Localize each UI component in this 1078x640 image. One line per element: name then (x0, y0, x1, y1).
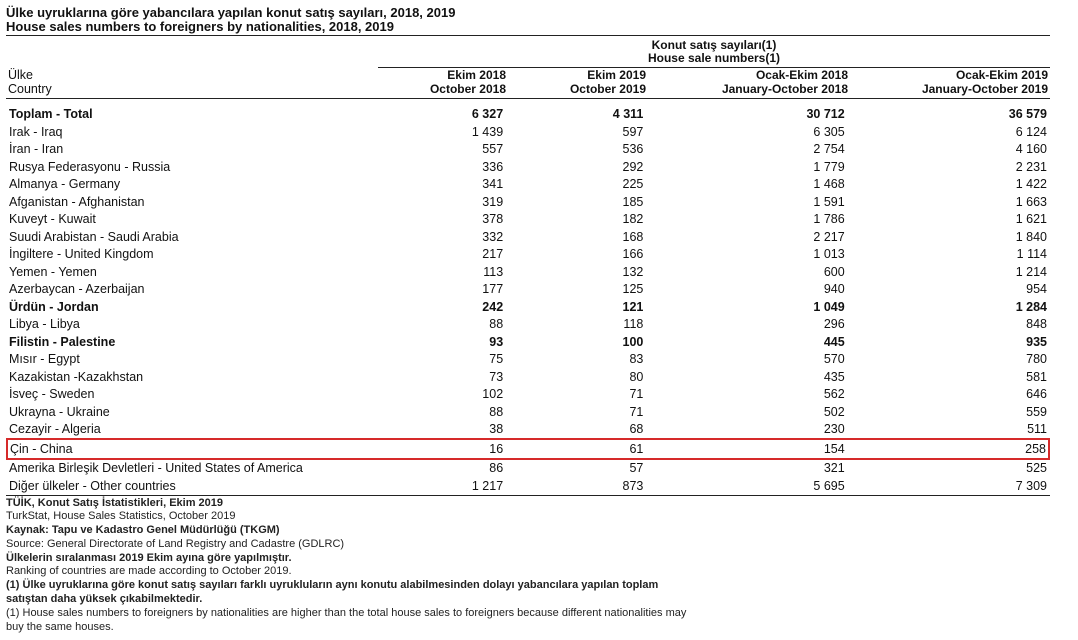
value-cell: 1 049 (813, 299, 845, 314)
country-cell: Almanya - Germany (9, 177, 121, 192)
column-header-oct-2018 (430, 68, 506, 96)
table-row (7, 228, 1049, 246)
title-turkish: Ülke uyruklarına göre yabancılara yapılan konut satış sayıları, 2018, 2019 (6, 5, 456, 20)
group-header-english: House sale numbers(1) (647, 51, 781, 65)
value-cell: 217 (482, 247, 504, 262)
value-cell: 525 (1026, 461, 1047, 476)
country-cell: Suudi Arabistan - Saudi Arabia (9, 229, 179, 244)
value-cell: 321 (823, 461, 845, 476)
value-cell: 88 (489, 404, 504, 419)
value-cell: 154 (645, 439, 846, 459)
country-cell: Afganistan - Afghanistan (9, 194, 145, 209)
country-header-turkish: Ülke (8, 68, 34, 82)
house-sales-table (6, 104, 1050, 495)
column-header-tr: Ocak-Ekim 2018 (755, 68, 848, 82)
value-cell: 6 305 (813, 124, 845, 139)
table-row (7, 263, 1049, 281)
column-header-tr: Ocak-Ekim 2019 (955, 68, 1048, 82)
table-body (7, 104, 1049, 495)
value-cell: 873 (622, 478, 644, 493)
table-row (7, 141, 1049, 159)
table-row (7, 368, 1049, 386)
value-cell: 559 (1026, 404, 1047, 419)
value-cell: 296 (823, 317, 845, 332)
country-cell: Toplam - Total (9, 106, 93, 121)
column-header-tr: Ekim 2019 (587, 68, 646, 82)
column-header-en: January-October 2018 (721, 82, 848, 96)
value-cell: 61 (505, 439, 645, 459)
value-cell: 177 (482, 282, 504, 297)
value-cell: 1 663 (1015, 194, 1047, 209)
value-cell: 2 217 (813, 229, 845, 244)
country-cell: Yemen - Yemen (9, 264, 97, 279)
value-cell: 83 (629, 352, 644, 367)
country-cell: Kuveyt - Kuwait (9, 212, 96, 227)
value-cell: 536 (622, 142, 644, 157)
value-cell: 319 (482, 194, 504, 209)
value-cell: 1 114 (1016, 247, 1047, 262)
footnotes (6, 497, 1050, 635)
country-cell: Rusya Federasyonu - Russia (9, 159, 171, 174)
column-header-en: October 2019 (569, 82, 646, 96)
value-cell: 5 695 (813, 478, 845, 493)
column-header-tr: Ekim 2018 (447, 68, 506, 82)
value-cell: 71 (629, 404, 644, 419)
value-cell: 4 160 (1015, 142, 1047, 157)
footnote-line: Source: General Directorate of Land Registry and Cadastre (GDLRC) (6, 537, 345, 550)
country-header-english: Country (8, 82, 52, 96)
table-row (7, 333, 1049, 351)
country-cell: İsveç - Sweden (9, 387, 95, 402)
column-group-header (378, 39, 1050, 65)
value-cell: 125 (622, 282, 644, 297)
table-row-highlighted (7, 439, 1049, 459)
footnote-line: (1) Ülke uyruklarına göre konut satış sayıları farklı uyrukluların aynı konutu alabilmesinden dolayı yabancılara yapılan toplam (6, 579, 659, 592)
table-row (7, 193, 1049, 211)
value-cell: 332 (482, 229, 504, 244)
value-cell: 185 (622, 194, 644, 209)
table-row (7, 459, 1049, 478)
value-cell: 71 (629, 387, 644, 402)
value-cell: 4 311 (612, 106, 644, 121)
footnote-line: buy the same houses. (6, 620, 114, 633)
country-cell: Diğer ülkeler - Other countries (9, 478, 176, 493)
value-cell: 292 (622, 159, 644, 174)
value-cell: 935 (1026, 334, 1047, 349)
value-cell: 1 217 (471, 478, 504, 493)
value-cell: 562 (823, 387, 845, 402)
country-cell: Ukrayna - Ukraine (9, 404, 110, 419)
value-cell: 940 (823, 282, 845, 297)
table-row (7, 477, 1049, 495)
table-row (7, 123, 1049, 141)
value-cell: 230 (823, 422, 845, 437)
table-row (7, 211, 1049, 229)
value-cell: 57 (629, 461, 644, 476)
country-column-header (8, 68, 52, 96)
statistics-table-document (6, 6, 1050, 634)
footnote-line: Kaynak: Tapu ve Kadastro Genel Müdürlüğü (TKGM) (6, 524, 280, 537)
value-cell: 6 327 (471, 106, 504, 121)
value-cell: 30 712 (806, 106, 845, 121)
value-cell: 511 (1027, 422, 1047, 437)
country-cell: Azerbaycan - Azerbaijan (9, 282, 145, 297)
table-row (7, 351, 1049, 369)
value-cell: 1 786 (813, 212, 845, 227)
country-cell: Mısır - Egypt (9, 352, 80, 367)
value-cell: 1 591 (813, 194, 845, 209)
column-header-jan-oct-2019 (922, 68, 1048, 96)
table-row (7, 421, 1049, 440)
footnote-line: satıştan daha yüksek çıkabilmektedir. (6, 593, 203, 606)
value-cell: 1 214 (1015, 264, 1047, 279)
value-cell: 1 439 (471, 124, 504, 139)
value-cell: 557 (482, 142, 504, 157)
value-cell: 341 (482, 177, 504, 192)
country-cell: Çin - China (7, 439, 381, 459)
footnote-line: TÜİK, Konut Satış İstatistikleri, Ekim 2019 (6, 496, 224, 509)
value-cell: 118 (623, 317, 644, 332)
group-header-turkish: Konut satış sayıları(1) (651, 38, 777, 52)
value-cell: 336 (482, 159, 504, 174)
value-cell: 1 422 (1015, 177, 1047, 192)
country-cell: İran - Iran (9, 142, 64, 157)
value-cell: 132 (622, 264, 644, 279)
table-row (7, 298, 1049, 316)
value-cell: 1 840 (1015, 229, 1047, 244)
column-header-oct-2019 (570, 68, 646, 96)
country-cell: Libya - Libya (9, 317, 80, 332)
value-cell: 75 (489, 352, 504, 367)
value-cell: 7 309 (1015, 478, 1047, 493)
value-cell: 113 (483, 264, 504, 279)
value-cell: 168 (622, 229, 644, 244)
value-cell: 597 (622, 124, 644, 139)
column-header-en: January-October 2019 (921, 82, 1048, 96)
table-header (6, 36, 1050, 98)
value-cell: 73 (489, 369, 504, 384)
value-cell: 954 (1026, 282, 1047, 297)
value-cell: 258 (847, 439, 1049, 459)
value-cell: 1 468 (813, 177, 845, 192)
column-header-en: October 2018 (429, 82, 506, 96)
country-cell: Kazakistan -Kazakhstan (9, 369, 144, 384)
table-row (7, 403, 1049, 421)
country-cell: Cezayir - Algeria (9, 422, 101, 437)
value-cell: 102 (482, 387, 504, 402)
header-rule (6, 98, 1050, 99)
value-cell: 2 231 (1015, 159, 1047, 174)
value-cell: 182 (622, 212, 644, 227)
value-cell: 780 (1026, 352, 1047, 367)
bottom-rule (6, 495, 1050, 496)
table-row (7, 281, 1049, 299)
title-english: House sales numbers to foreigners by nationalities, 2018, 2019 (6, 19, 394, 34)
table-row (7, 386, 1049, 404)
table-row (7, 316, 1049, 334)
table-row (7, 246, 1049, 264)
country-cell: Ürdün - Jordan (9, 299, 99, 314)
country-cell: İngiltere - United Kingdom (9, 247, 154, 262)
value-cell: 242 (482, 299, 504, 314)
value-cell: 378 (482, 212, 504, 227)
footnote-line: TurkStat, House Sales Statistics, October 2019 (6, 510, 236, 523)
value-cell: 1 284 (1015, 299, 1047, 314)
value-cell: 581 (1026, 369, 1047, 384)
value-cell: 38 (489, 422, 504, 437)
country-cell: Amerika Birleşik Devletleri - United States of America (9, 461, 303, 476)
value-cell: 1 621 (1015, 212, 1047, 227)
value-cell: 36 579 (1008, 106, 1047, 121)
value-cell: 1 779 (813, 159, 845, 174)
table-row-total (7, 104, 1049, 123)
value-cell: 88 (489, 317, 504, 332)
value-cell: 1 013 (813, 247, 845, 262)
value-cell: 502 (823, 404, 845, 419)
value-cell: 166 (622, 247, 644, 262)
value-cell: 68 (629, 422, 644, 437)
value-cell: 435 (823, 369, 845, 384)
value-cell: 445 (823, 334, 845, 349)
table-row (7, 158, 1049, 176)
value-cell: 225 (622, 177, 644, 192)
value-cell: 16 (381, 439, 505, 459)
footnote-line: Ranking of countries are made according to October 2019. (6, 565, 292, 578)
value-cell: 100 (622, 334, 644, 349)
footnote-line: Ülkelerin sıralanması 2019 Ekim ayına göre yapılmıştır. (6, 551, 292, 564)
column-header-jan-oct-2018 (722, 68, 848, 96)
value-cell: 6 124 (1015, 124, 1047, 139)
value-cell: 600 (823, 264, 845, 279)
value-cell: 80 (629, 369, 644, 384)
value-cell: 121 (622, 299, 644, 314)
country-cell: Filistin - Palestine (9, 334, 116, 349)
footnote-line: (1) House sales numbers to foreigners by nationalities are higher than the total house sales to foreigners because different nationalities may (6, 606, 687, 619)
value-cell: 2 754 (813, 142, 845, 157)
value-cell: 93 (489, 334, 504, 349)
value-cell: 646 (1026, 387, 1047, 402)
value-cell: 848 (1026, 317, 1047, 332)
country-cell: Irak - Iraq (9, 124, 63, 139)
value-cell: 86 (489, 461, 504, 476)
table-row (7, 176, 1049, 194)
value-cell: 570 (823, 352, 845, 367)
